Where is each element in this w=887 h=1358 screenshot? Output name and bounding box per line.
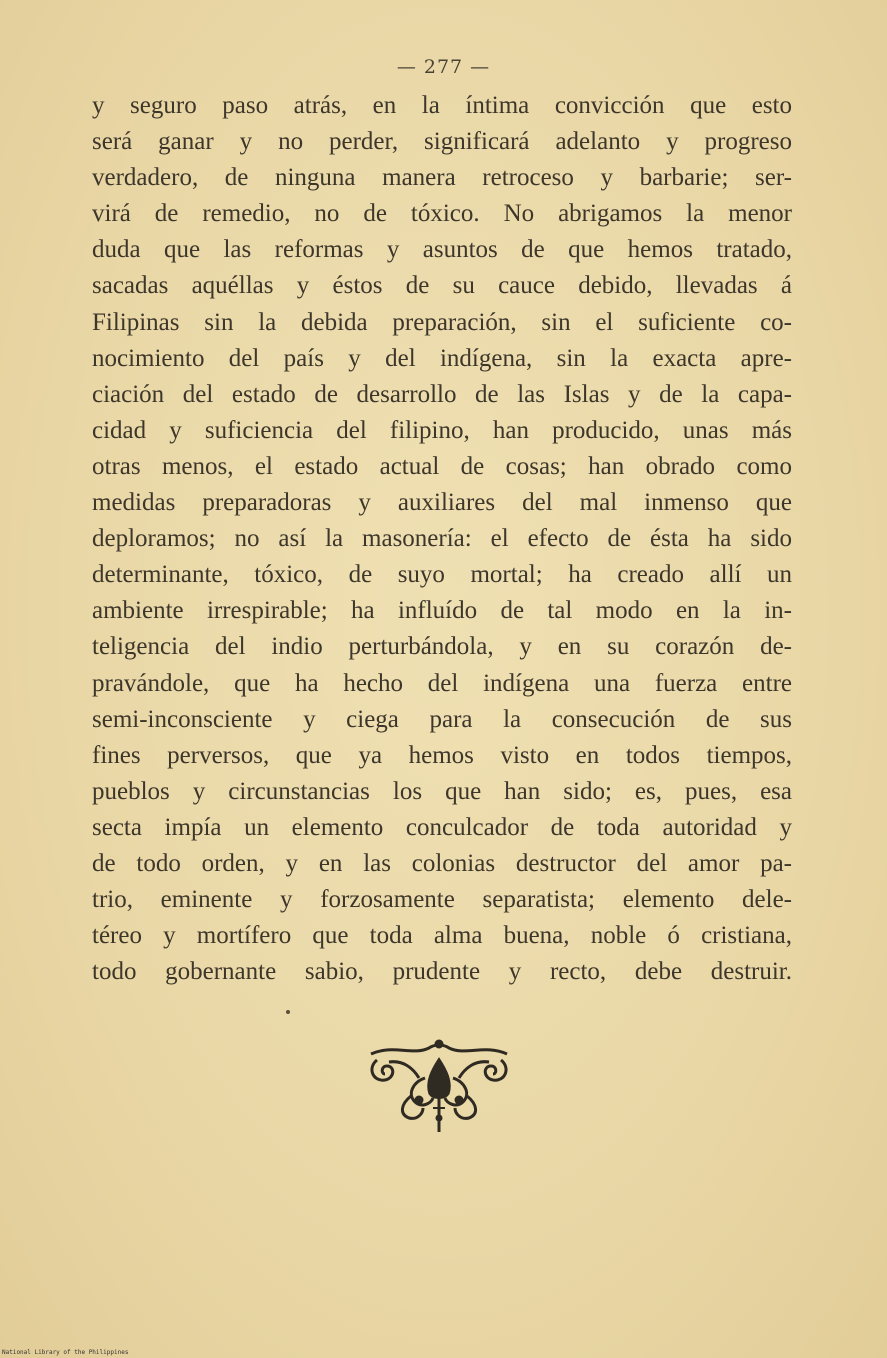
- text-line: sacadas aquéllas y éstos de su cauce debido, llevadas á: [92, 272, 792, 300]
- text-line-last: todo gobernante sabio, prudente y recto, debe destruir.: [92, 958, 792, 986]
- page-number: — 277 —: [396, 56, 491, 78]
- text-line: otras menos, el estado actual de cosas; han obrado como: [92, 452, 792, 480]
- text-line: cidad y suficiencia del filipino, han producido, unas más: [92, 416, 792, 444]
- text-line: teligencia del indio perturbándola, y en su corazón de-: [92, 633, 792, 661]
- text-line: de todo orden, y en las colonias destructor del amor pa-: [92, 849, 792, 877]
- text-line: pravándole, que ha hecho del indígena una fuerza entre: [92, 669, 792, 697]
- fleuron-ornament-icon: [363, 1038, 515, 1136]
- text-line: trio, eminente y forzosamente separatista; elemento dele-: [92, 886, 792, 914]
- text-line: semi-inconsciente y ciega para la consecución de sus: [92, 705, 792, 733]
- text-line: ciación del estado de desarrollo de las Islas y de la capa-: [92, 380, 792, 408]
- text-line: deploramos; no así la masonería: el efecto de ésta ha sido: [92, 525, 792, 553]
- text-line: duda que las reformas y asuntos de que hemos tratado,: [92, 236, 792, 264]
- footer-credit: National Library of the Philippines: [2, 1349, 129, 1356]
- text-line: determinante, tóxico, de suyo mortal; ha creado allí un: [92, 561, 792, 589]
- text-line: Filipinas sin la debida preparación, sin el suficiente co-: [92, 308, 792, 336]
- text-line: medidas preparadoras y auxiliares del mal inmenso que: [92, 489, 792, 517]
- text-line: pueblos y circunstancias los que han sido; es, pues, esa: [92, 777, 792, 805]
- text-line: nocimiento del país y del indígena, sin la exacta apre-: [92, 344, 792, 372]
- body-text: [92, 88, 792, 990]
- text-line: y seguro paso atrás, en la íntima convicción que esto: [92, 92, 792, 119]
- text-line: verdadero, de ninguna manera retroceso y barbarie; ser-: [92, 164, 792, 192]
- text-line: virá de remedio, no de tóxico. No abrigamos la menor: [92, 200, 792, 228]
- text-line: será ganar y no perder, significará adelanto y progreso: [92, 128, 792, 156]
- text-line: téreo y mortífero que toda alma buena, noble ó cristiana,: [92, 922, 792, 950]
- text-line: ambiente irrespirable; ha influído de tal modo en la in-: [92, 597, 792, 625]
- ink-speck: [286, 1010, 290, 1014]
- text-line: fines perversos, que ya hemos visto en todos tiempos,: [92, 741, 792, 769]
- text-line: secta impía un elemento conculcador de toda autoridad y: [92, 813, 792, 841]
